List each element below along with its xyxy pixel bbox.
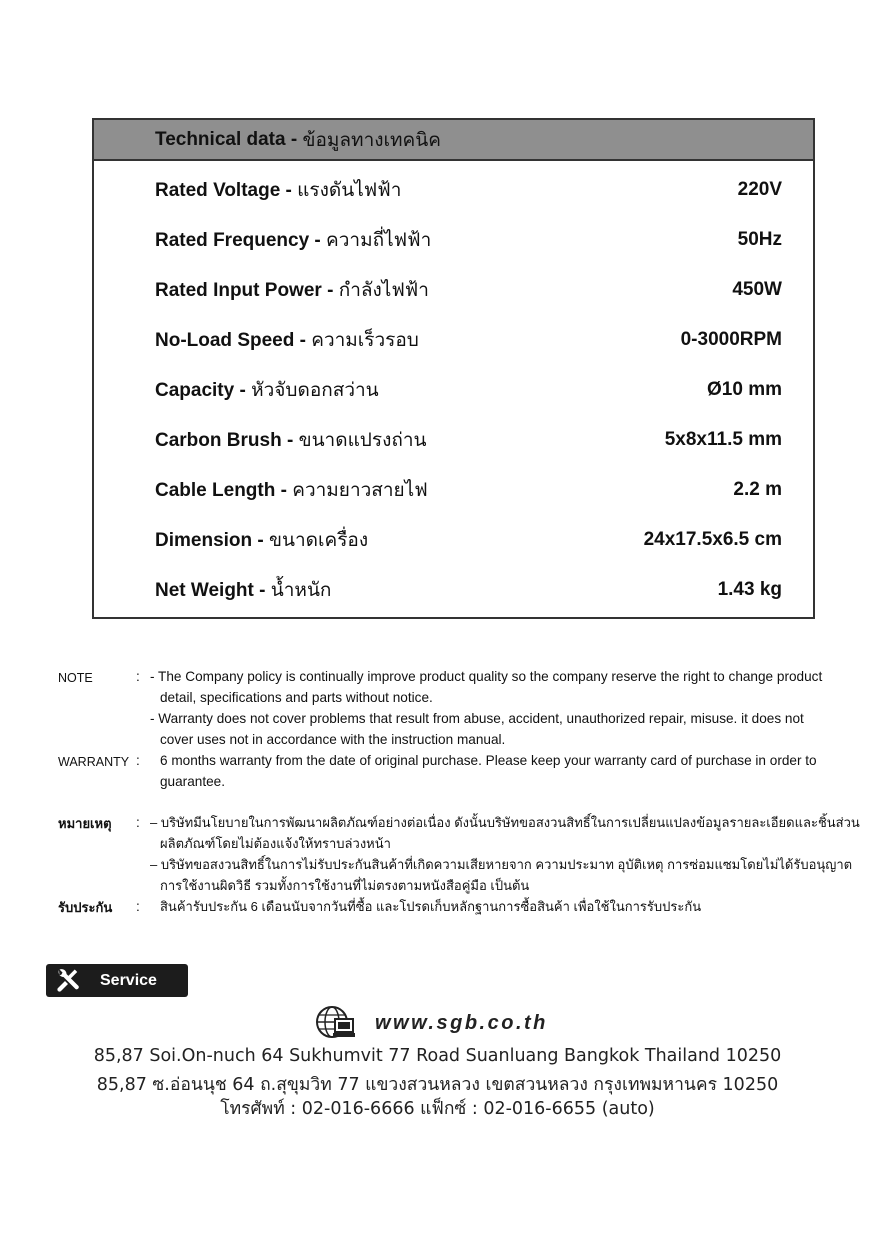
spec-label: Carbon Brush - ขนาดแปรงถ่าน bbox=[155, 430, 427, 451]
wrench-screwdriver-icon bbox=[54, 967, 82, 995]
note-line-th: – บริษัทมีนโยบายในการพัฒนาผลิตภัณฑ์อย่างต่อเนื่อง ดังนั้นบริษัทขอสงวนสิทธิ์ในการเปลี่ยนแปลงข้อมูลรายละเอียดและชิ้นส่วน bbox=[150, 815, 860, 830]
note-colon-th: : bbox=[136, 815, 140, 830]
spec-label-en: Dimension bbox=[155, 530, 253, 551]
spec-row bbox=[155, 525, 782, 555]
note-line: - Warranty does not cover problems that result from abuse, accident, unauthorized repair, misuse. it does not bbox=[150, 711, 804, 726]
website-line bbox=[315, 1005, 548, 1041]
warranty-colon: : bbox=[136, 753, 140, 768]
note-line: detail, specifications and parts without notice. bbox=[160, 690, 433, 705]
spec-label: No-Load Speed - ความเร็วรอบ bbox=[155, 330, 419, 351]
warranty-colon-th: : bbox=[136, 899, 140, 914]
spec-label: Rated Input Power - กำลังไฟฟ้า bbox=[155, 280, 429, 301]
spec-label-th: น้ำหนัก bbox=[270, 580, 332, 601]
warranty-line: guarantee. bbox=[160, 774, 226, 789]
globe-computer-icon bbox=[315, 1005, 357, 1041]
spec-label-th: ความยาวสายไฟ bbox=[292, 480, 428, 501]
spec-value: 0-3000RPM bbox=[680, 329, 782, 350]
spec-value: 450W bbox=[732, 279, 782, 300]
address-thai: 85,87 ซ.อ่อนนุช 64 ถ.สุขุมวิท 77 แขวงสวนหลวง เขตสวนหลวง กรุงเทพมหานคร 10250 bbox=[96, 1075, 779, 1095]
spec-label-th: แรงดันไฟฟ้า bbox=[297, 180, 402, 201]
note-colon: : bbox=[136, 669, 140, 684]
note-label: NOTE bbox=[58, 671, 93, 685]
spec-label-th: ขนาดเครื่อง bbox=[269, 530, 369, 551]
spec-label-en: Capacity bbox=[155, 380, 235, 401]
service-label: Service bbox=[100, 971, 157, 989]
spec-label-th: ความถี่ไฟฟ้า bbox=[326, 230, 432, 251]
note-line-th: ผลิตภัณฑ์โดยไม่ต้องแจ้งให้ทราบล่วงหน้า bbox=[160, 836, 391, 851]
spec-label: Net Weight - น้ำหนัก bbox=[155, 580, 332, 601]
spec-row bbox=[155, 225, 782, 255]
spec-label: Rated Frequency - ความถี่ไฟฟ้า bbox=[155, 230, 432, 251]
spec-value: 24x17.5x6.5 cm bbox=[643, 529, 782, 550]
spec-label-th: ความเร็วรอบ bbox=[311, 330, 419, 351]
spec-value: 50Hz bbox=[737, 229, 782, 250]
website-url[interactable]: www.sgb.co.th bbox=[375, 1011, 548, 1034]
spec-label-en: Cable Length bbox=[155, 480, 276, 501]
spec-value: 5x8x11.5 mm bbox=[664, 429, 782, 450]
header-title-en: Technical data bbox=[155, 128, 286, 150]
note-line: cover uses not in accordance with the instruction manual. bbox=[160, 732, 506, 747]
warranty-label: WARRANTY bbox=[58, 755, 130, 769]
note-line-th: – บริษัทขอสงวนสิทธิ์ในการไม่รับประกันสินค้าที่เกิดความเสียหายจาก ความประมาท อุบัติเหตุ การซ่อมแซมโดยไม่ได้รับอนุญาต bbox=[150, 857, 853, 872]
header-title-th: ข้อมูลทางเทคนิค bbox=[302, 129, 441, 151]
service-badge bbox=[46, 964, 188, 997]
technical-data-header: Technical data - ข้อมูลทางเทคนิค bbox=[94, 120, 813, 161]
warranty-label-th: รับประกัน bbox=[58, 900, 113, 915]
spec-label-th: กำลังไฟฟ้า bbox=[338, 280, 429, 301]
warranty-line: 6 months warranty from the date of original purchase. Please keep your warranty card of purchase in order to bbox=[160, 753, 817, 768]
spec-label-en: Rated Input Power bbox=[155, 280, 322, 301]
spec-label: Rated Voltage - แรงดันไฟฟ้า bbox=[155, 180, 402, 201]
spec-row bbox=[155, 325, 782, 355]
spec-label-en: Carbon Brush bbox=[155, 430, 282, 451]
spec-label-en: No-Load Speed bbox=[155, 330, 295, 351]
spec-label: Cable Length - ความยาวสายไฟ bbox=[155, 480, 428, 501]
spec-label: Capacity - หัวจับดอกสว่าน bbox=[155, 380, 379, 401]
spec-row bbox=[155, 375, 782, 405]
spec-value: 220V bbox=[737, 179, 782, 200]
spec-label-en: Net Weight bbox=[155, 580, 254, 601]
spec-row bbox=[155, 575, 782, 605]
spec-row bbox=[155, 425, 782, 455]
spec-row bbox=[155, 475, 782, 505]
spec-row bbox=[155, 175, 782, 205]
spec-label-th: ขนาดแปรงถ่าน bbox=[298, 430, 427, 451]
spec-value: 1.43 kg bbox=[717, 579, 782, 600]
note-line-th: การใช้งานผิดวิธี รวมทั้งการใช้งานที่ไม่ตรงตามหนังสือคู่มือ เป็นต้น bbox=[160, 878, 530, 893]
spec-label-th: หัวจับดอกสว่าน bbox=[251, 380, 379, 401]
spec-label: Dimension - ขนาดเครื่อง bbox=[155, 530, 369, 551]
spec-value: Ø10 mm bbox=[707, 379, 782, 400]
note-label-th: หมายเหตุ bbox=[58, 816, 112, 831]
address-english: 85,87 Soi.On-nuch 64 Sukhumvit 77 Road Suanluang Bangkok Thailand 10250 bbox=[93, 1046, 782, 1066]
spec-value: 2.2 m bbox=[733, 479, 782, 500]
spec-label-en: Rated Voltage bbox=[155, 180, 281, 201]
spec-label-en: Rated Frequency bbox=[155, 230, 310, 251]
note-line: - The Company policy is continually improve product quality so the company reserve the right to change product bbox=[150, 669, 823, 684]
spec-row bbox=[155, 275, 782, 305]
warranty-line-th: สินค้ารับประกัน 6 เดือนนับจากวันที่ซื้อ และโปรดเก็บหลักฐานการซื้อสินค้า เพื่อใช้ในการรับประกัน bbox=[160, 899, 702, 914]
technical-data-table bbox=[92, 118, 815, 619]
phone-fax: โทรศัพท์ : 02-016-6666 แฟ็กซ์ : 02-016-6655 (auto) bbox=[220, 1099, 655, 1119]
